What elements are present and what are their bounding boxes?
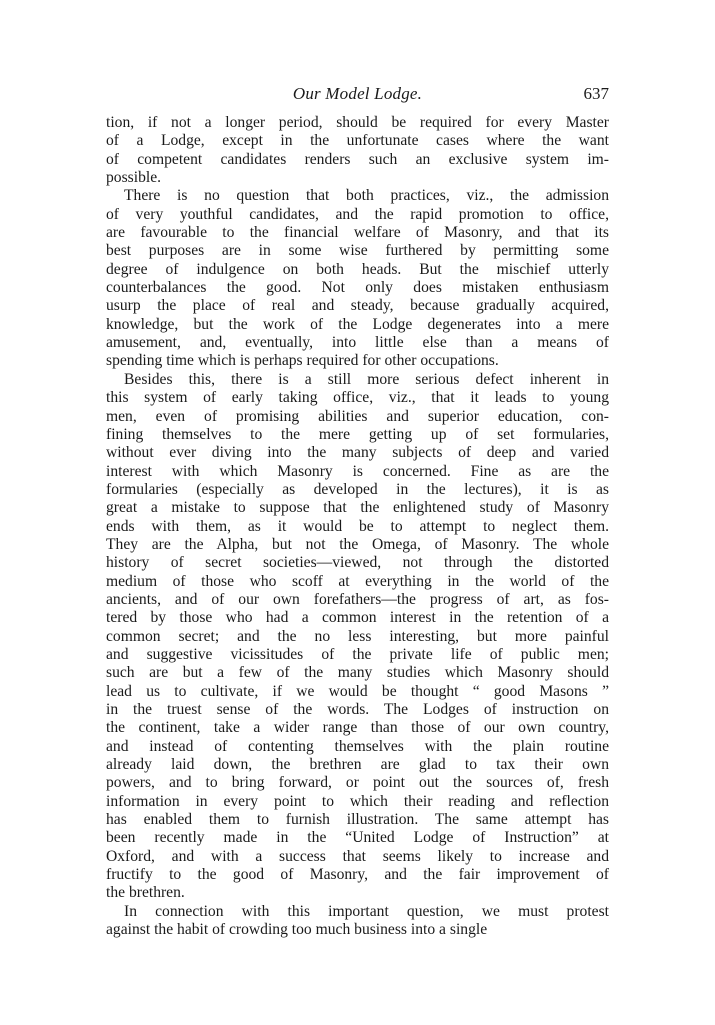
paragraph [106, 187, 609, 370]
text-line: has enabled them to furnish illustration. The same attempt has [106, 811, 609, 829]
text-line: They are the Alpha, but not the Omega, of Masonry. The whole [106, 535, 609, 553]
text-line: spending time which is perhaps required for other occupations. [106, 352, 499, 370]
text-line: ancients, and of our own forefathers—the progress of art, as fos- [106, 590, 609, 608]
text-line: Besides this, there is a still more serious defect inherent in [124, 370, 609, 388]
text-line: against the habit of crowding too much business into a single [106, 921, 488, 939]
text-line: of a Lodge, except in the unfortunate cases where the want [106, 132, 609, 150]
text-line: powers, and to bring forward, or point out the sources of, fresh [106, 774, 609, 792]
text-line: history of secret societies—viewed, not through the distorted [106, 554, 609, 572]
text-line: counterbalances the good. Not only does mistaken enthusiasm [106, 279, 609, 297]
text-line: been recently made in the “United Lodge of Instruction” at [106, 829, 609, 847]
text-line: There is no question that both practices, viz., the admission [124, 187, 609, 205]
text-line: without ever diving into the many subjects of deep and varied [106, 444, 609, 462]
text-line: formularies (especially as developed in the lectures), it is as [106, 480, 609, 498]
text-line: lead us to cultivate, if we would be thought “ good Masons ” [106, 682, 609, 700]
text-line: this system of early taking office, viz., that it leads to young [106, 389, 609, 407]
text-line: best purposes are in some wise furthered by permitting some [106, 242, 609, 260]
running-head [106, 82, 609, 106]
text-line: degree of indulgence on both heads. But the mischief utterly [106, 260, 609, 278]
text-line: men, even of promising abilities and superior education, con- [106, 407, 609, 425]
text-line: and instead of contenting themselves with the plain routine [106, 737, 609, 755]
text-line: ends with them, as it would be to attempt to neglect them. [106, 517, 609, 535]
text-line: of very youthful candidates, and the rapid promotion to office, [106, 205, 609, 223]
text-line: great a mistake to suppose that the enlightened study of Masonry [106, 499, 609, 517]
text-line: are favourable to the financial welfare of Masonry, and that its [106, 224, 609, 242]
text-line: already laid down, the brethren are glad to tax their own [106, 756, 609, 774]
text-line: In connection with this important question, we must protest [124, 902, 609, 920]
text-line: of competent candidates renders such an exclusive system im- [106, 150, 609, 168]
text-line: fining themselves to the mere getting up of set formularies, [106, 425, 609, 443]
paragraph [106, 114, 609, 187]
running-title: Our Model Lodge. [292, 84, 423, 103]
text-line: the brethren. [106, 884, 185, 902]
paragraph [106, 903, 609, 940]
text-line: interest with which Masonry is concerned. Fine as are the [106, 462, 609, 480]
text-line: tion, if not a longer period, should be required for every Master [106, 114, 609, 131]
text-line: the continent, take a wider range than those of our own country, [106, 719, 609, 737]
text-line: in the truest sense of the words. The Lodges of instruction on [106, 701, 609, 718]
text-line: such are but a few of the many studies which Masonry should [106, 664, 609, 682]
text-line: and suggestive vicissitudes of the private life of public men; [106, 645, 609, 663]
page-number: 637 [583, 84, 609, 103]
text-line: tered by those who had a common interest in the retention of a [106, 609, 609, 627]
text-line: medium of those who scoff at everything in the world of the [106, 572, 609, 590]
text-line: knowledge, but the work of the Lodge degenerates into a mere [106, 315, 609, 333]
paragraph [106, 371, 609, 903]
text-line: Oxford, and with a success that seems likely to increase and [106, 847, 609, 865]
text-line: fructify to the good of Masonry, and the fair improvement of [106, 866, 609, 884]
text-line: information in every point to which their reading and reflection [106, 792, 609, 810]
text-line: possible. [106, 169, 162, 187]
body-text [106, 114, 609, 939]
text-line: common secret; and the no less interesting, but more painful [106, 627, 609, 645]
text-line: usurp the place of real and steady, because gradually acquired, [106, 297, 609, 315]
text-line: amusement, and, eventually, into little else than a means of [106, 334, 609, 352]
